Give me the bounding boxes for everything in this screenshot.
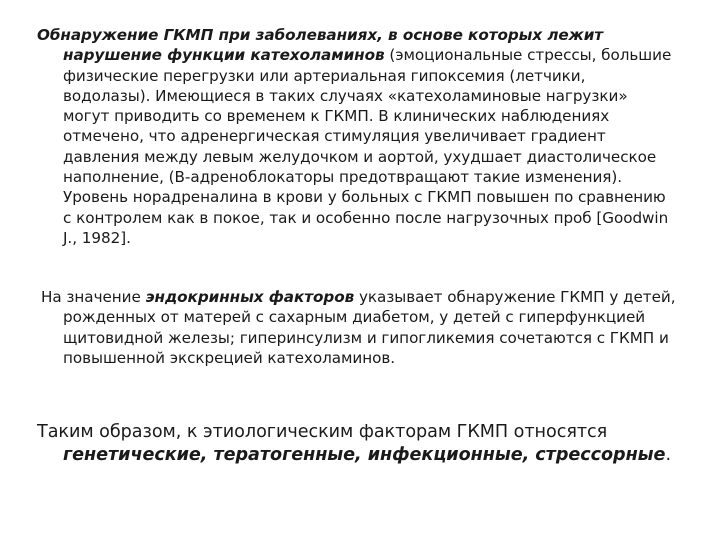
- endocrine-text: указывает обнаружение ГКМП у детей, рожденных от матерей с сахарным диабетом, у детей с гиперфункцией щитовидной железы; гиперинсулизм и гипогликемия сочетаются с ГКМП и повышенной экскрецией катехоламинов.: [63, 288, 676, 367]
- conclusion-prefix: Таким образом, к этиологическим факторам ГКМП относятся: [37, 422, 608, 442]
- endocrine-emphasis: эндокринных факторов: [145, 288, 355, 306]
- catecholamine-paragraph: [37, 25, 677, 248]
- catecholamine-text: (эмоциональные стрессы, большие физические перегрузки или артериальная гипоксемия (летчики, водолазы). Имеющиеся в таких случаях «катехоламиновые нагрузки» могут приводить со временем к ГКМП. В клинических наблюдениях отмечено, что адренергическая стимуляция увеличивает градиент давления между левым желудочком и аортой, ухудшает диастолическое наполнение, (В-адреноблокаторы предотвращают такие изменения). Уровень норадреналина в крови у больных с ГКМП повышен по сравнению с контролем как в покое, так и особенно после нагрузочных проб [Goodwin J., 1982].: [63, 46, 672, 247]
- conclusion-emphasis: генетические, тератогенные, инфекционные, стрессорные: [63, 445, 666, 465]
- conclusion-suffix: .: [665, 445, 671, 465]
- endocrine-paragraph: [37, 287, 677, 368]
- endocrine-prefix: На значение: [41, 288, 146, 306]
- catecholamine-heading: Обнаружение ГКМП при заболеваниях, в основе которых лежит нарушение функции катехоламинов: [37, 26, 604, 65]
- conclusion-paragraph: [37, 421, 677, 467]
